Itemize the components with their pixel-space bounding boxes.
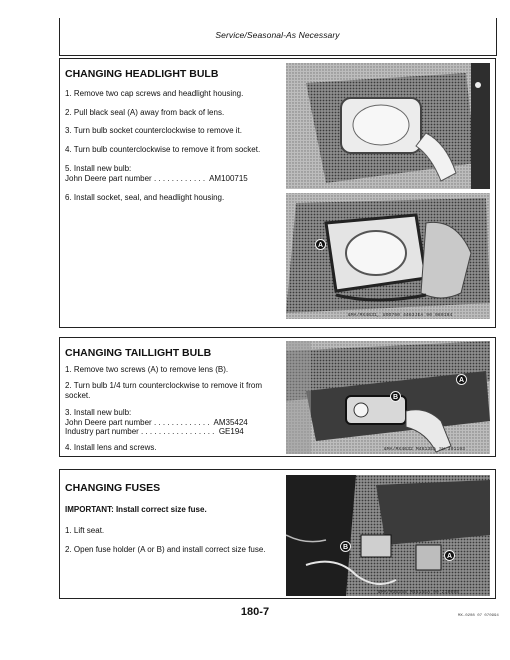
section-taillight [59,337,496,457]
step-text: 4. Turn bulb counterclockwise to remove it from socket. [65,145,261,154]
section-fuses [59,469,496,599]
step-text: 1. Remove two cap screws and headlight housing. [65,89,244,98]
step-text: 3. Install new bulb: [65,408,132,417]
callout-b: B [390,391,401,402]
section-headlight [59,58,496,328]
section-title: CHANGING TAILLIGHT BULB [65,347,212,359]
step-text: 1. Lift seat. [65,526,105,535]
step-text: 2. Turn bulb 1/4 turn counterclockwise to remove it from socket. [65,381,262,400]
important-notice: IMPORTANT: Install correct size fuse. [65,505,207,514]
headlight-photo [286,63,490,319]
photo-reference-code: &MA/MX4632 M4613EA SH 301193 [384,447,466,452]
header-right-rule [496,18,497,56]
header-bottom-rule [59,55,496,56]
callout-a: A [444,550,455,561]
callout-a: A [315,239,326,250]
part-number-line: John Deere part number . . . . . . . . . . . . AM100715 [65,174,248,183]
document-code: MX-0208 07 070994 [458,614,499,618]
callout-a: A [456,374,467,385]
taillight-photo [286,341,490,454]
photo-reference-code: &MA/MX4631, UOO760 4463JEA 90 080194 [348,313,453,318]
step-text: 2. Open fuse holder (A or B) and install correct size fuse. [65,545,266,554]
page-number: 180-7 [240,606,270,618]
fuse-holder-photo [286,475,490,596]
page-header-title: Service/Seasonal-As Necessary [215,30,340,40]
step-text: 1. Remove two screws (A) to remove lens (B). [65,365,229,374]
step-text: 3. Turn bulb socket counterclockwise to remove it. [65,126,242,135]
step-text: 4. Install lens and screws. [65,443,157,452]
photo-reference-code: &MA/M36358 M4615EA 99 210695 [378,590,460,595]
step-text: 5. Install new bulb: [65,164,132,173]
part-number-line: John Deere part number . . . . . . . . . . . . . AM35424 [65,418,248,427]
part-number-line: Industry part number . . . . . . . . . . . . . . . . . GE194 [65,427,244,436]
step-text: 6. Install socket, seal, and headlight housing. [65,193,225,202]
callout-b: B [340,541,351,552]
section-title: CHANGING FUSES [65,482,161,494]
section-title: CHANGING HEADLIGHT BULB [65,68,219,80]
step-text: 2. Pull black seal (A) away from back of lens. [65,108,225,117]
